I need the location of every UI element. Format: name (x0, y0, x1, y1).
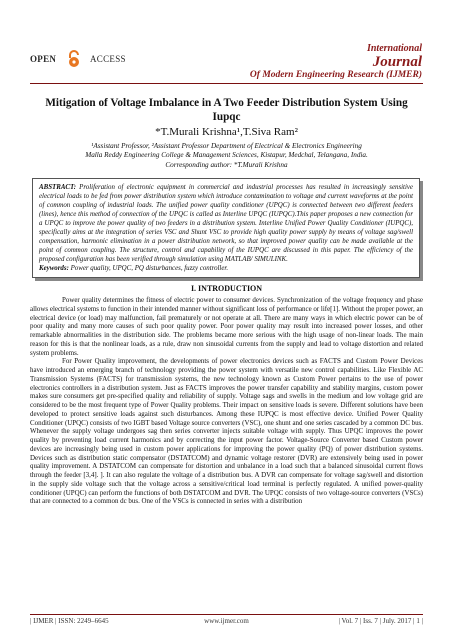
abstract-text: Proliferation of electronic equipment in commercial and industrial processes has resulted in increasingly sensitive electrical loads to be fed from power distribution system which introduce contamination to voltage and current waveforms at the point of common coupling of industrial loads. The unified power quality conditioner (UPQC) is connected between two different feeders (lines), hence this method of connection of the UPQC is called as Interline UPQC (IUPQC).This paper proposes a new connection for a UPQC to improve the power quality of two feeders in a distribution system. Interline Unified Power Quality Conditioner (IUPQC), specifically aims at the integration of series VSC and Shunt VSC to provide high quality power supply by means of voltage sag/swell compensation, harmonic elimination in a power distribution network, so that improved power quality can be made available at the point of common coupling. The structure, control and capability of the IUPQC are discussed in this paper. The efficiency of the proposed configuration has been verified through simulation using MATLAB/ SIMULINK. (39, 184, 413, 263)
journal-masthead (250, 44, 422, 81)
footer-rule (30, 614, 423, 615)
footer-website-link[interactable]: www.ijmer.com (204, 617, 249, 625)
abstract-box (32, 178, 420, 278)
author-affiliations (40, 142, 413, 170)
footer-journal-issn: | IJMER | ISSN: 2249–6645 (30, 617, 109, 625)
header-rule (30, 83, 423, 84)
logo-open-text: OPEN (30, 54, 57, 64)
footer-volume-info: | Vol. 7 | Iss. 7 | July. 2017 | 1 | (338, 617, 423, 625)
paper-title: Mitigation of Voltage Imbalance in A Two Feeder Distribution System Using Iupqc (45, 97, 408, 123)
journal-line-journal: Journal (372, 53, 422, 70)
paragraph-2: For Power Quality improvement, the developments of power electronics devices such as FACTS and Custom Power Devices have introduced an emerging branch of technology providing the power system with versatile new control capabilities. Like Flexible AC Transmission Systems (FACTS) for transmission systems, the new technology known as Custom Power pertains to the use of power electronics controllers in a distribution system. Just as FACTS improves the power transfer capability and stability margins, custom power makes sure consumers get pre-specified quality and reliability of supply. Voltage sags and swells in the medium and low voltage grid are considered to be the most frequent type of Power Quality problems. Their impact on sensitive loads is severe. Different solutions have been developed to protect sensitive loads against such disturbances. Among these IUPQC is most effective device. Unified Power Quality Conditioner (UPQC) consists of two IGBT based Voltage source converters (VSC), one shunt and one series cascaded by a common DC bus. Whenever the supply voltage undergoes sag then series converter injects suitable voltage with supply. Thus UPQC improves the power quality by preventing load current harmonics and by correcting the input power factor. Voltage-Source Converter based Custom power devices are increasingly being used in custom power applications for improving the power quality (PQ) of power distribution systems. Devices such as distribution static compensator (DSTATCOM) and dynamic voltage restorer (DVR) are extensively being used in power quality improvement. A DSTATCOM can compensate for distortion and unbalance in a load such that a balanced sinusoidal current flows through the feeder [3,4]. ]. It can also regulate the voltage of a distribution bus. A DVR can compensate for voltage sag/swell and distortion in the supply side voltage such that the voltage across a sensitive/critical load terminal is perfectly regulated. A unified power-quality conditioner (UPQC) can perform the functions of both DSTATCOM and DVR. The UPQC consists of two voltage-source converters (VSCs) that are connected to a common dc bus. One of the VSCs is connected in series with a distribution (30, 357, 423, 506)
keywords-text: Power quality, UPQC, PQ disturbances, fuzzy controller. (68, 265, 229, 272)
keywords-label: Keywords: (39, 265, 69, 272)
paragraph-1: Power quality determines the fitness of electric power to consumer devices. Synchronization of the voltage frequency and phase allows electrical systems to function in their intended manner without significant loss of performance or life[1]. Without the proper power, an electrical device (or load) may malfunction, fail prematurely or not operate at all. There are many ways in which electric power can be of poor quality and many more causes of such poor quality power. Poor power quality may result into increased power losses, and other remarkable abnormalities in the distribution side. The problems became more serious with the high usage of non-linear loads. The main reason for this is that the nonlinear loads, as a rule, draw non sinusoidal currents from the supply and lead to voltage distortion and related system problems. (30, 296, 423, 357)
paper-authors: *T.Murali Krishna¹,T.Siva Ram² (155, 126, 298, 138)
journal-line-name: Of Modern Engineering Research (IJMER) (249, 70, 422, 81)
section-heading-introduction: I. INTRODUCTION (190, 284, 263, 293)
abstract-label: ABSTRACT: (39, 184, 77, 191)
introduction-body (30, 296, 423, 506)
open-lock-icon (66, 50, 82, 68)
journal-line-international: International (366, 43, 422, 54)
logo-access-text: ACCESS (90, 54, 126, 64)
corresponding-author: Corresponding author: *T.Murali Krishna (165, 160, 288, 169)
affiliation-line-2: Malla Reddy Engineering College & Management Sciences, Kistapur, Medchal, Telangana, India. (85, 151, 368, 160)
affiliation-line-1: ¹Assistant Professor, ²Assistant Professor Department of Electrical & Electronics Engineering (91, 142, 362, 150)
keywords-line (39, 264, 413, 273)
open-access-logo (30, 50, 150, 72)
